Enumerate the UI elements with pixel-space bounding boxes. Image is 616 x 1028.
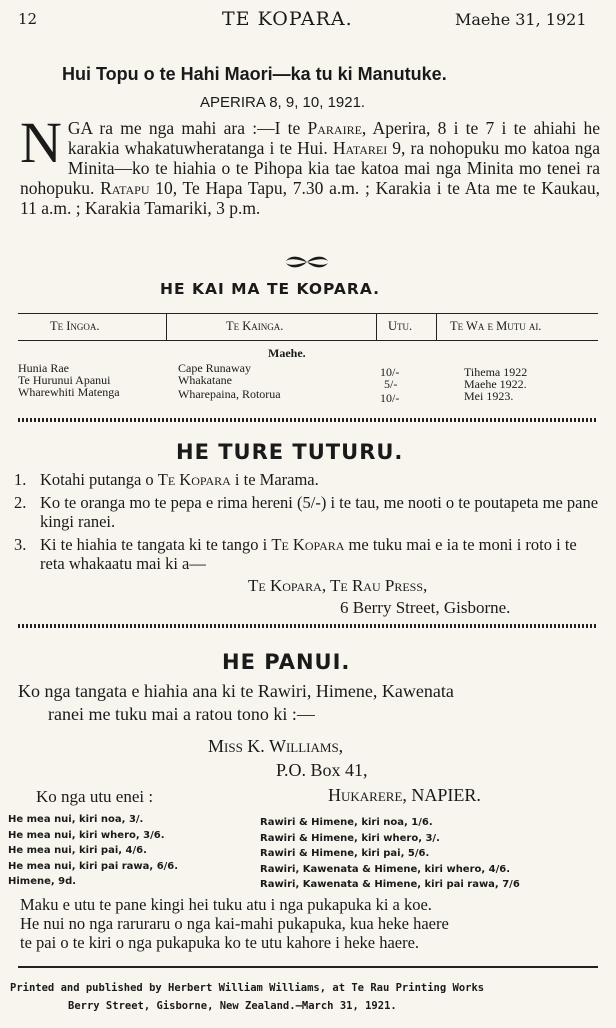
table-cell: Cape Runaway	[178, 361, 251, 375]
price-item: Rawiri, Kawenata & Himene, kiri whero, 4/6.	[260, 863, 511, 875]
table-cell: Hunia Rae	[18, 361, 69, 375]
contact-name: Miss K. Williams,	[208, 736, 344, 756]
publication-name: Te Kopara	[157, 470, 231, 489]
table-cell: 10/-	[380, 365, 400, 379]
subscribers-title: HE KAI MA TE KOPARA.	[160, 280, 381, 298]
table-cell: Mei 1923.	[464, 389, 514, 403]
address-line-2: 6 Berry Street, Gisborne.	[340, 598, 511, 617]
group-label: Maehe.	[268, 346, 306, 360]
day-name: Hatarei	[332, 138, 388, 158]
closing-line-1: Maku e utu te pane kingi hei tuku atu i nga pukapuka ki a koe.	[20, 895, 432, 914]
price-item: He mea nui, kiri pai rawa, 6/6.	[8, 860, 179, 872]
price-item: Rawiri & Himene, kiri whero, 3/.	[260, 832, 440, 844]
price-item: Rawiri & Himene, kiri noa, 1/6.	[260, 817, 433, 828]
hui-dates: APERIRA 8, 9, 10, 1921.	[200, 94, 366, 111]
price-item: Rawiri, Kawenata & Himene, kiri pai rawa, 7/6	[260, 879, 520, 890]
column-divider	[376, 314, 377, 340]
masthead-title: TE KOPARA.	[222, 8, 353, 30]
day-name: Paraire	[307, 118, 362, 138]
ture-list	[14, 470, 604, 577]
page-number: 12	[18, 10, 38, 28]
table-cell: 5/-	[384, 377, 398, 391]
table-cell: Wharepaina, Rotorua	[178, 387, 281, 401]
list-number: 2.	[14, 493, 27, 512]
column-divider	[166, 314, 167, 340]
col-header-utu: Utu.	[388, 319, 413, 333]
dotted-divider	[18, 418, 598, 422]
list-item	[14, 493, 604, 531]
prices-label: Ko nga utu enei :	[36, 787, 154, 806]
price-list-right	[260, 815, 520, 893]
contact-place: Hukarere, NAPIER.	[328, 785, 481, 805]
publication-name: Te Kopara	[271, 535, 345, 554]
col-header-place: Te Kainga.	[226, 319, 284, 333]
address-line-1: Te Kopara, Te Rau Press,	[248, 576, 428, 595]
body-text: 9, ra nohopuku mo katoa nga Minita—ko te hiahia o te Pihopa kia tae katoa mai nga Minita mo tenei ra nohopuku.	[20, 138, 600, 198]
list-item	[14, 470, 604, 489]
list-text: Ko te oranga mo te pepa e rima hereni (5/-) i te tau, me nooti o te poutapeta me pane kingi ranei.	[40, 493, 599, 531]
price-item: He mea nui, kiri pai, 4/6.	[8, 845, 147, 856]
panui-intro-1: Ko nga tangata e hiahia ana ki te Rawiri, Himene, Kawenata	[18, 681, 454, 701]
dotted-divider	[18, 624, 598, 628]
closing-line-3: te pai o te kiri o nga pukapuka ko te utu kahore i heke haere.	[20, 933, 420, 952]
price-item: Himene, 9d.	[8, 876, 77, 887]
body-text: 10, Te Hapa Tapu, 7.30 a.m. ; Karakia i te Ata me te Kaukau, 11 a.m. ; Karakia Tamariki, 3 p.m.	[20, 178, 601, 218]
ornament-icon	[282, 254, 332, 268]
column-divider	[436, 314, 437, 340]
table-cell: 10/-	[380, 391, 400, 405]
price-item: He mea nui, kiri noa, 3/.	[8, 814, 144, 825]
list-text: Kotahi putanga o Te Kopara i te Marama.	[40, 470, 319, 489]
list-number: 1.	[14, 470, 27, 489]
body-text: , Aperira, 8 i te 7 i te ahiahi he karakia whakatuwheratanga i te Hui.	[67, 118, 600, 158]
table-cell: Te Hurunui Apanui	[18, 373, 111, 387]
body-text: GA ra me nga mahi ara :—I te	[67, 118, 308, 138]
ture-title: HE TURE TUTURU.	[176, 440, 404, 464]
subscribers-table-header	[18, 313, 598, 341]
col-header-name: Te Ingoa.	[50, 319, 100, 333]
drop-cap: N	[20, 110, 62, 175]
table-cell: Tihema 1922	[464, 365, 528, 379]
footer-line-2: Berry Street, Gisborne, New Zealand.—March 31, 1921.	[68, 1000, 397, 1012]
day-name: Ratapu	[100, 178, 150, 198]
closing-line-2: He nui no nga raruraru o nga kai-mahi pukapuka, kua heke haere	[20, 914, 449, 933]
footer-line-1: Printed and published by Herbert William Williams, at Te Rau Printing Works	[10, 982, 485, 994]
panui-intro-2: ranei me tuku mai a ratou tono ki :—	[48, 704, 315, 724]
panui-title: HE PANUI.	[222, 650, 351, 674]
price-list-left	[8, 812, 178, 890]
issue-date: Maehe 31, 1921	[455, 10, 587, 29]
col-header-until: Te Wa e Mutu ai.	[450, 319, 542, 333]
price-item: Rawiri & Himene, kiri pai, 5/6.	[260, 848, 430, 859]
contact-box: P.O. Box 41,	[276, 760, 368, 780]
table-cell: Wharewhiti Matenga	[18, 385, 120, 399]
price-item: He mea nui, kiri whero, 3/6.	[8, 829, 165, 841]
list-number: 3.	[14, 535, 27, 554]
table-cell: Maehe 1922.	[464, 377, 527, 391]
footer-rule	[18, 966, 598, 968]
list-item	[14, 535, 604, 573]
hui-title: Hui Topu o te Hahi Maori—ka tu ki Manutuke.	[62, 64, 447, 84]
table-cell: Whakatane	[178, 373, 232, 387]
hui-paragraph	[20, 110, 601, 218]
list-text: Ki te hiahia te tangata ki te tango i Te Kopara me tuku mai e ia te moni i roto i te reta whakaatu mai ki a—	[40, 535, 577, 573]
